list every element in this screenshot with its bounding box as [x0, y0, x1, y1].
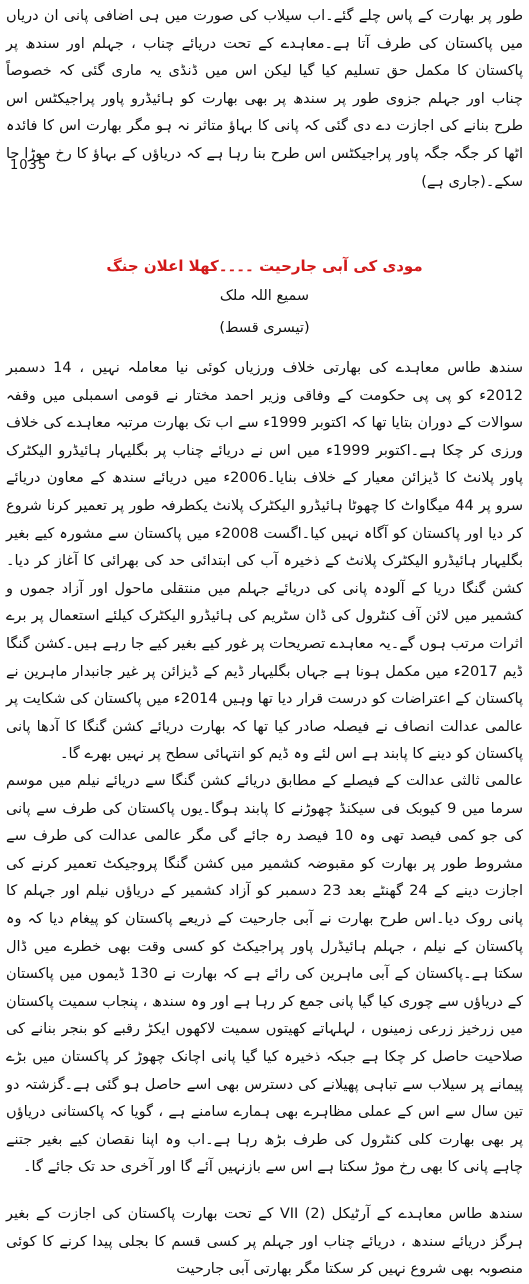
article-author: سمیع اللہ ملک	[219, 288, 310, 304]
newspaper-page	[6, 0, 524, 1278]
article-paragraph: سندھ طاس معاہدے کی بھارتی خلاف ورزیاں کوئی نیا معاملہ نہیں ، 14 دسمبر 2012ء کو پی پی حکومت کے وفاقی وزیر احمد مختار نے قومی اسمبلی میں وقفہ سوالات کے دوران بتایا تھا کہ اکتوبر 1999ء سے اب تک بھارت مرتبہ معاہدے کی خلاف ورزی کر چکا ہے۔اکتوبر 1999ء میں اس نے دریائے چناب پر بگلیہار ہائیڈرو الیکٹرک پاور پلانٹ کا ڈیزائن معیار کے خلاف بنایا۔2006ء میں دریائے سندھ کے معاون دریائے سرو پر 44 میگاواٹ کا چھوٹا ہائیڈرو الیکٹرک پلانٹ یکطرفہ طور پر تعمیر کرنا شروع کر دیا اور پاکستان کو آگاہ نہیں کیا۔اگست 2008ء میں پاکستان سے مشورہ کیے بغیر بگلیہار ہائیڈرو الیکٹرک پلانٹ کے ذخیرہ آب کی ابتدائی حد کی بھرائی کا آغاز کر دیا۔کشن گنگا دریا کے آلودہ پانی کی دریائے جہلم میں منتقلی ماحول اور آزاد جموں و کشمیر میں لائن آف کنٹرول کی ڈان سٹریم کی ہائیڈرو الیکٹرک کیلئے استعمال پر برے اثرات مرتب ہوں گے۔یہ معاہدے تصریحات پر غور کیے بغیر کیے جا رہے ہیں۔کشن گنگا ڈیم 2017ء میں مکمل ہونا ہے جہاں بگلیہار ڈیم کے ڈیزائن پر غیر جانبدار ماہرین نے پاکستان کے اعتراضات کو درست قرار دیا تھا وہیں 2014ء میں پاکستان کی شکایت پر عالمی عدالت انصاف نے فیصلہ صادر کیا تھا کہ بھارت دریائے کشن گنگا کا آدھا پانی پاکستان کو دینے کا پابند ہے اس لئے وہ ڈیم کو انتہائی سطح پر نہیں بھرے گا۔	[6, 360, 524, 763]
article-paragraph: عالمی ثالثی عدالت کے فیصلے کے مطابق دریائے کشن گنگا سے دریائے نیلم میں موسم سرما میں 9 کیوبک فی سیکنڈ چھوڑنے کا پابند ہوگا۔یوں پاکستان کی طرف سے پانی کی جو کمی فیصد تھی وہ 10 فیصد رہ جائے گی مگر عالمی عدالت کی طرف سے مشروط طور پر بھارت کو مقبوضہ کشمیر میں کشن گنگا پروجیکٹ تعمیر کرنے کی اجازت دینے کے 24 گھنٹے بعد 23 دسمبر کو آزاد کشمیر کے دریاؤں نیلم اور جہلم کا پانی روک دیا۔اس طرح بھارت نے آبی جارحیت کے ذریعے پاکستان کو پیغام دیا کہ وہ پاکستان کے نیلم ، جہلم ہائیڈرل پاور پراجیکٹ کو کسی وقت بھی خطرے میں ڈال سکتا ہے۔پاکستان کے آبی ماہرین کی رائے ہے کہ بھارت نے 130 ڈیموں میں پاکستان کے دریاؤں سے چوری کیا گیا پانی جمع کر رہا ہے اور وہ سندھ ، پنجاب سمیت پاکستان میں زرخیز زرعی زمینوں ، لہلہاتے کھیتوں سمیت لاکھوں ایکڑ رقبے کو بنجر بنانے کی صلاحیت حاصل کر چکا ہے جبکہ ذخیرہ کیا گیا پانی اچانک چھوڑ کر پاکستان میں بڑے پیمانے پر سیلاب سے تباہی پھیلانے کی دسترس بھی اسے حاصل ہو گئی ہے۔گزشتہ دو تین سال سے اس کے عملی مظاہرے بھی ہمارے سامنے ہے ، گویا کہ پاکستانی دریاؤں پر بھی بھارت کلی کنٹرول کی طرف بڑھ رہا ہے۔اب وہ اپنا نقصان کیے بغیر جتنے چاہے پانی کا بھی رخ موڑ سکتا ہے اس سے بازنہیں آئے گا اور آخری حد تک جائے گا۔	[6, 773, 523, 1176]
article-title: مودی کی آبی جارحیت ۔۔۔۔کھلا اعلان جنگ	[106, 257, 423, 275]
article-episode: (تیسری قسط)	[219, 320, 310, 336]
article-paragraph: سندھ طاس معاہدے کے آرٹیکل (2) VII کے تحت بھارت پاکستان کی اجازت کے بغیر ہرگز دریائے سندھ ، دریائے چناب اور جہلم پر کسی قسم کا بجلی پیدا کرنے کا کوئی منصوبہ بھی شروع نہیں کر سکتا مگر بھارتی آبی جارحیت	[6, 1206, 523, 1278]
intro-paragraph: طور پر بھارت کے پاس چلے گئے۔اب سیلاب کی صورت میں ہی اضافی پانی ان دریاں میں پاکستان کی طرف آتا ہے۔معاہدے کے تحت دریائے چناب ، جہلم اور سندھ پر پاکستان کا مکمل حق تسلیم کیا گیا لیکن اس میں ڈنڈی یہ ماری گئی کہ خصوصاً چناب اور جہلم جزوی طور پر سندھ پر بھی بھارت کو ہائیڈرو پاور پراجیکٹس اس طرح بنانے کی اجازت دے دی گئی کہ پانی کا بہاؤ متاثر نہ ہو مگر بھارت اس کا فائدہ اٹھا کر جگہ جگہ پاور پراجیکٹس اس طرح بنا رہا ہے کہ دریاؤں کے بہاؤ کا رخ موڑا جا سکے۔(جاری ہے)	[6, 8, 523, 190]
page-number: 1035	[10, 158, 48, 173]
